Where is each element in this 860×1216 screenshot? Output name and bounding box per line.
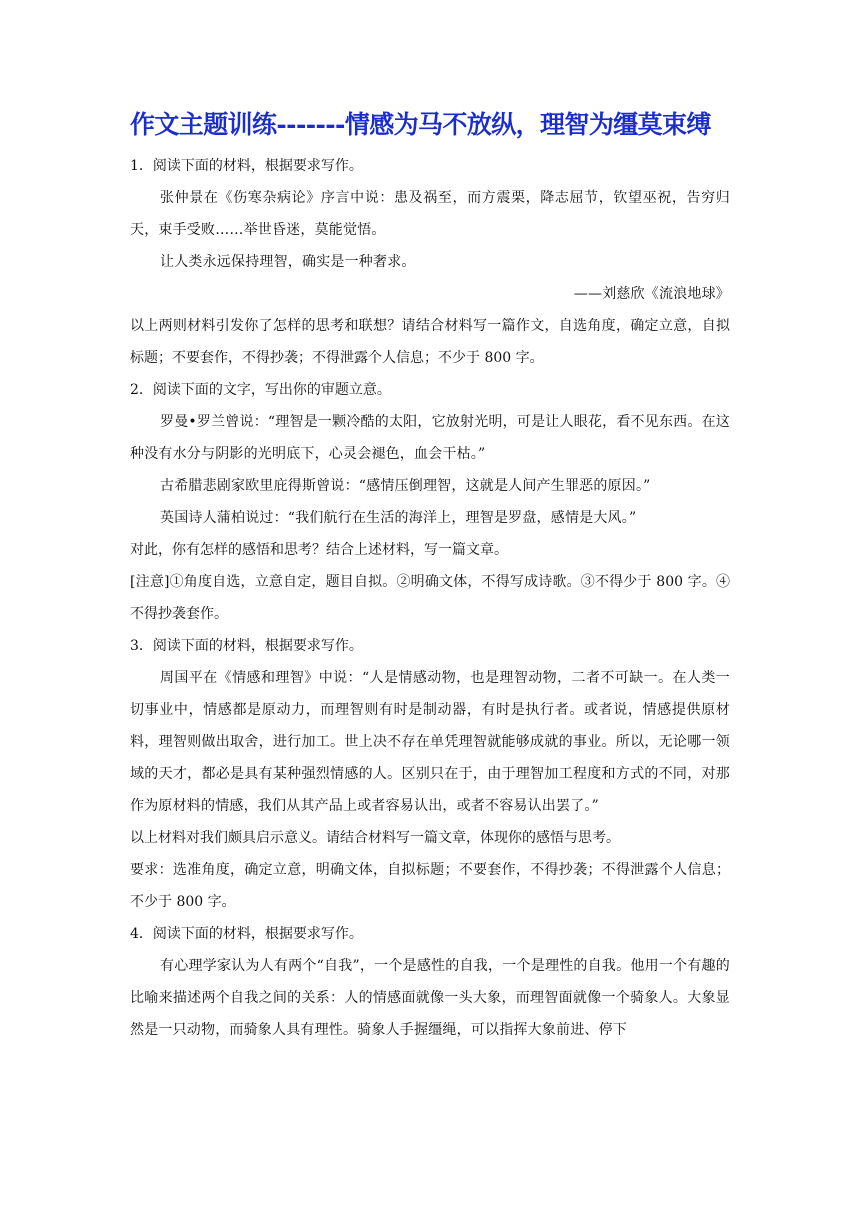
q2-material-2: 古希腊悲剧家欧里庇得斯曾说：“感情压倒理智，这就是人间产生罪恶的原因。” (160, 478, 651, 494)
q2-material-3: 英国诗人蒲柏说过：“我们航行在生活的海洋上，理智是罗盘，感情是大风。” (160, 510, 637, 526)
q2-heading: 2．阅读下面的文字，写出你的审题立意。 (130, 382, 391, 398)
page-title: 作文主题训练-------情感为马不放纵，理智为缰莫束缚 (130, 110, 711, 139)
q1-source: ——刘慈欣《流浪地球》 (573, 286, 730, 302)
q4-material: 有心理学家认为人有两个“自我”，一个是感性的自我，一个是理性的自我。他用一个有趣的比喻来描述两个自我之间的关系：人的情感面就像一头大象，而理智面就像一个骑象人。大象显然是一只动物，而骑象人具有理性。骑象人手握缰绳，可以指挥大象前进、停下 (130, 958, 730, 1038)
document-body (130, 108, 730, 1046)
q1-material-2: 让人类永远保持理智，确实是一种奢求。 (160, 254, 416, 270)
q1-material-1: 张仲景在《伤寒杂病论》序言中说：患及祸至，而方震栗，降志屈节，钦望巫祝，告穷归天，束手受败……举世昏迷，莫能觉悟。 (130, 190, 730, 238)
q4-heading: 4．阅读下面的材料，根据要求写作。 (130, 926, 363, 942)
q1-prompt: 以上两则材料引发你了怎样的思考和联想？请结合材料写一篇作文，自选角度，确定立意，自拟标题；不要套作，不得抄袭；不得泄露个人信息；不少于 800 字。 (130, 318, 730, 366)
q2-prompt: 对此，你有怎样的感悟和思考？结合上述材料，写一篇文章。 (130, 542, 508, 558)
q2-material-1: 罗曼•罗兰曾说：“理智是一颗冷酷的太阳，它放射光明，可是让人眼花，看不见东西。在这种没有水分与阴影的光明底下，心灵会褪色，血会干枯。” (130, 414, 730, 462)
q3-prompt: 以上材料对我们颇具启示意义。请结合材料写一篇文章，体现你的感悟与思考。 (130, 830, 620, 846)
q3-heading: 3．阅读下面的材料，根据要求写作。 (130, 638, 363, 654)
q3-requirements: 要求：选准角度，确定立意，明确文体，自拟标题；不要套作，不得抄袭；不得泄露个人信息；不少于 800 字。 (130, 862, 730, 910)
q1-heading: 1．阅读下面的材料，根据要求写作。 (130, 158, 363, 174)
q2-note: [注意]①角度自选，立意自定，题目自拟。②明确文体，不得写成诗歌。③不得少于 800 字。④不得抄袭套作。 (130, 574, 730, 622)
q3-material: 周国平在《情感和理智》中说：“人是情感动物，也是理智动物，二者不可缺一。在人类一切事业中，情感都是原动力，而理智则有时是制动器，有时是执行者。或者说，情感提供原材料，理智则做出取舍，进行加工。世上决不存在单凭理智就能够成就的事业。所以，无论哪一领域的天才，都必是具有某种强烈情感的人。区别只在于，由于理智加工程度和方式的不同，对那作为原材料的情感，我们从其产品上或者容易认出，或者不容易认出罢了。” (130, 670, 730, 814)
